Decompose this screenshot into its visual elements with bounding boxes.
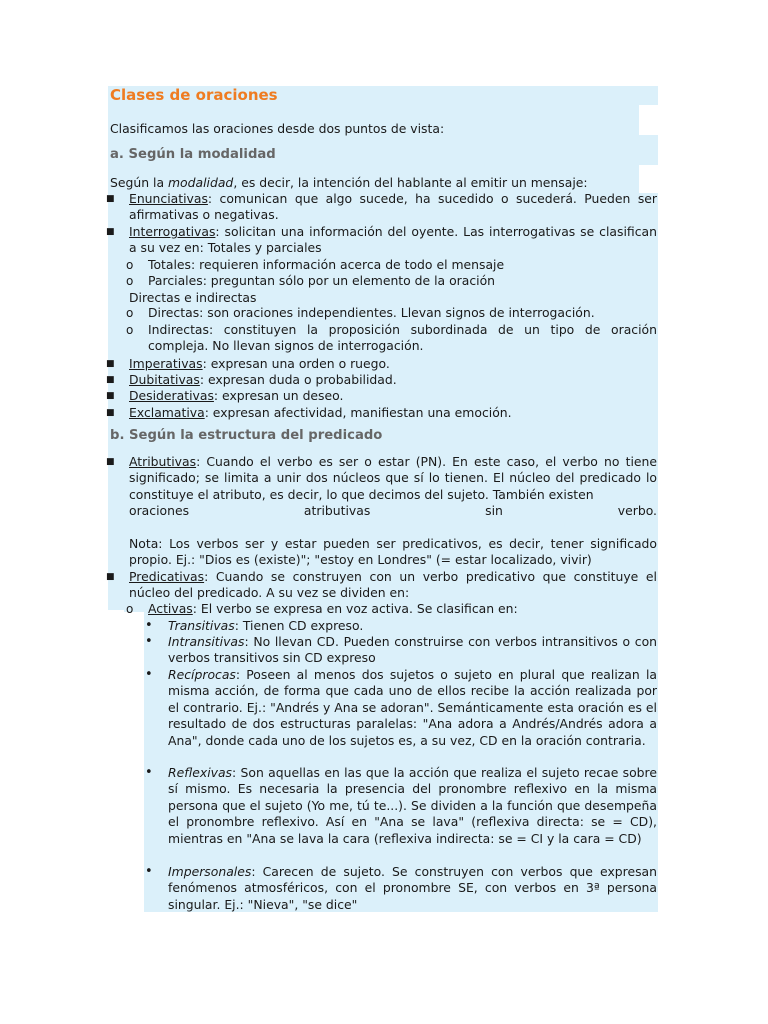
square-bullet-icon: ■ (106, 359, 115, 369)
type-reflexivas: Reflexivas: Son aquellas en las que la acción que realiza el sujeto recae sobre sí mismo. Es necesaria la presencia del pronombre reflexivo en la misma persona que el sujeto (Yo me, tú te...). Se dividen a la función que desempeña el pronombre reflexivo. Así en "Ana se lava" (reflexiva directa: se = CD), mientras en "Ana se lava la cara (reflexiva indirecta: se = CI y la cara = CD) (168, 765, 657, 846)
sub-item-activas: Activas: El verbo se expresa en voz activa. Se clasifican en: (148, 601, 518, 616)
square-bullet-icon: ■ (106, 408, 115, 418)
type-reciprocas: Recíprocas: Poseen al menos dos sujetos o sujeto en plural que realizan la misma acción, de forma que cada uno de ellos recibe la acción realizada por el contrario. Ej.: "Andrés y Ana se adoran". Semánticamente esta oración es el resultado de dos estructuras paralelas: "Ana adora a Andrés/Andrés adora a Ana", donde cada uno de los sujetos es, a su vez, CD en la oración contraria. (168, 667, 657, 748)
sub-item-directas: Directas: son oraciones independientes. Llevan signos de interrogación. (148, 305, 595, 320)
list-item-imperativas: Imperativas: expresan una orden o ruego. (129, 356, 390, 371)
square-bullet-icon: ■ (106, 375, 115, 385)
list-item-exclamativa: Exclamativa: expresan afectividad, manifiestan una emoción. (129, 405, 512, 420)
circle-bullet-icon: o (126, 323, 134, 337)
list-item-desiderativas: Desiderativas: expresan un deseo. (129, 388, 344, 403)
type-transitivas: Transitivas: Tienen CD expreso. (168, 618, 364, 633)
circle-bullet-icon: o (126, 274, 134, 288)
list-item-interrogativas: Interrogativas: solicitan una información del oyente. Las interrogativas se clasifican a su vez en: Totales y parciales (129, 224, 657, 256)
sub-item-indirectas: Indirectas: constituyen la proposición subordinada de un tipo de oración compleja. No llevan signos de interrogación. (148, 322, 657, 354)
square-bullet-icon: ■ (106, 572, 115, 582)
sub-item-parciales: Parciales: preguntan sólo por un elemento de la oración (148, 273, 496, 288)
section-a-heading: a. Según la modalidad (110, 147, 276, 162)
nota-text: Nota: Los verbos ser y estar pueden ser predicativos, es decir, tener significado propio. Ej.: "Dios es (existe)"; "estoy en Londres" (= estar localizado, vivir) (129, 536, 657, 568)
margin-gap (639, 165, 658, 193)
list-item-enunciativas: Enunciativas: comunican que algo sucede, ha sucedido o sucederá. Pueden ser afirmativas o negativas. (129, 191, 657, 223)
section-a-intro: Según la modalidad, es decir, la intención del hablante al emitir un mensaje: (110, 175, 588, 190)
circle-bullet-icon: o (126, 602, 134, 616)
dot-bullet-icon: • (145, 618, 153, 633)
circle-bullet-icon: o (126, 258, 134, 272)
section-b-heading: b. Según la estructura del predicado (110, 428, 383, 443)
list-item-predicativas: Predicativas: Cuando se construyen con un verbo predicativo que constituye el núcleo del predicado. A su vez se dividen en: (129, 569, 657, 601)
directas-indirectas-heading: Directas e indirectas (129, 290, 257, 305)
dot-bullet-icon: • (145, 667, 153, 682)
type-impersonales: Impersonales: Carecen de sujeto. Se construyen con verbos que expresan fenómenos atmosféricos, con el pronombre SE, con verbos en 3ª persona singular. Ej.: "Nieva", "se dice" (168, 864, 657, 912)
margin-gap (639, 105, 658, 135)
type-intransitivas: Intransitivas: No llevan CD. Pueden construirse con verbos intransitivos o con verbos transitivos sin CD expreso (168, 634, 657, 666)
sub-item-totales: Totales: requieren información acerca de todo el mensaje (148, 257, 505, 272)
dot-bullet-icon: • (145, 634, 153, 649)
square-bullet-icon: ■ (106, 194, 115, 204)
dot-bullet-icon: • (145, 864, 153, 879)
square-bullet-icon: ■ (106, 391, 115, 401)
list-item-dubitativas: Dubitativas: expresan duda o probabilidad. (129, 372, 397, 387)
page-title: Clases de oraciones (110, 86, 278, 104)
intro-text: Clasificamos las oraciones desde dos puntos de vista: (110, 121, 445, 136)
circle-bullet-icon: o (126, 306, 134, 320)
square-bullet-icon: ■ (106, 457, 115, 467)
atributivas-last-line: oraciones atributivas sin verbo. (129, 503, 657, 518)
dot-bullet-icon: • (145, 765, 153, 780)
square-bullet-icon: ■ (106, 227, 115, 237)
list-item-atributivas: Atributivas: Cuando el verbo es ser o estar (PN). En este caso, el verbo no tiene significado; se limita a unir dos núcleos que sí lo tienen. El núcleo del predicado lo constituye el atributo, es decir, lo que decimos del sujeto. También existen (129, 454, 657, 502)
